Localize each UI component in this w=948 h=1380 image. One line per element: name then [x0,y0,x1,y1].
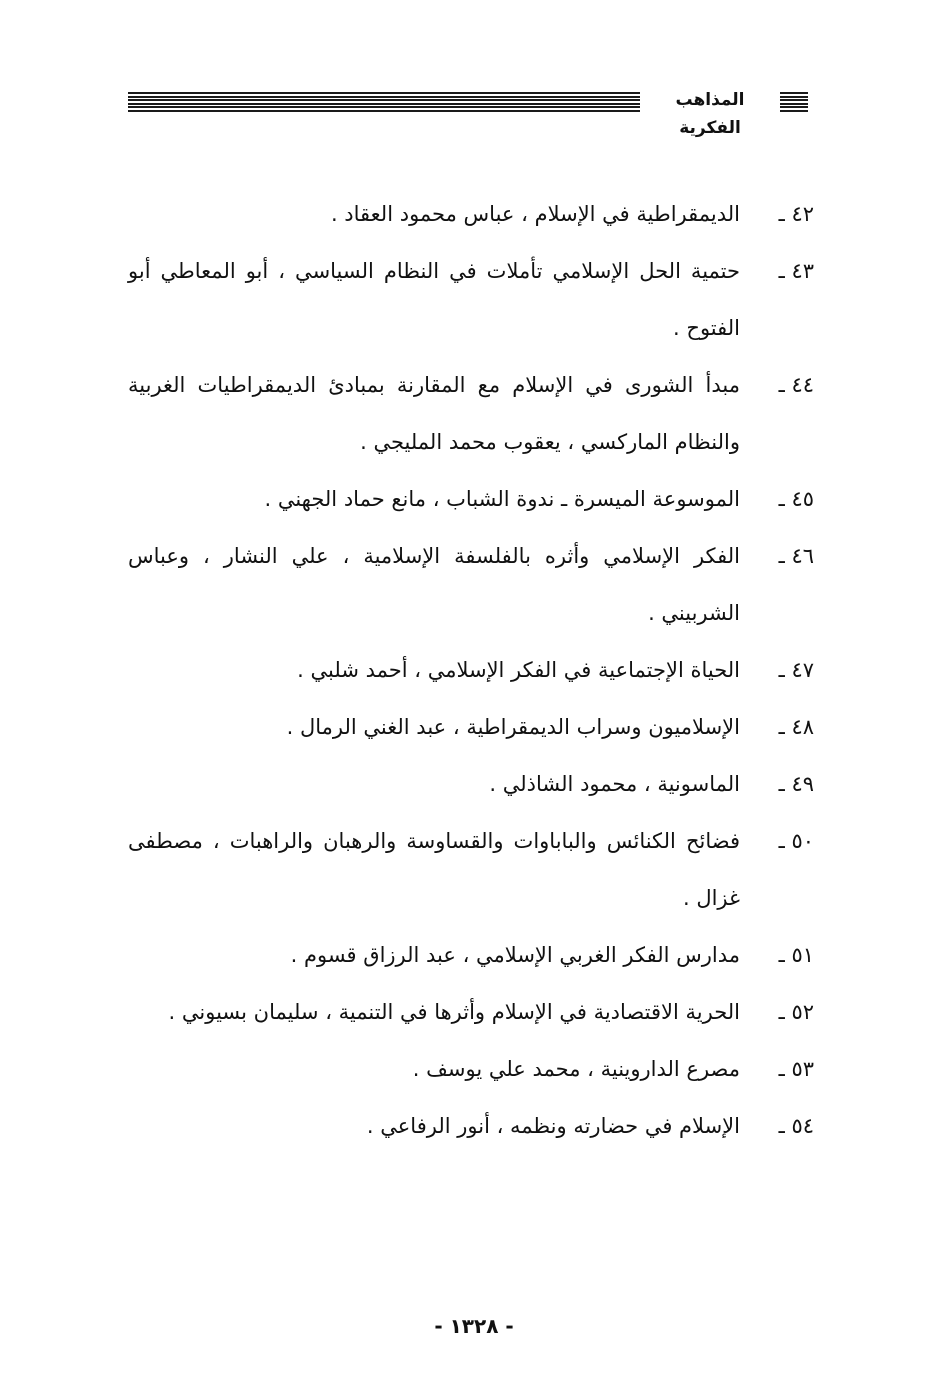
reference-text: الحرية الاقتصادية في الإسلام وأثرها في التنمية ، سليمان بسيوني . [168,1000,740,1024]
reference-number: ٥٢ ـ [778,1000,814,1024]
reference-number: ٤٧ ـ [778,658,814,682]
reference-text: الإسلاميون وسراب الديمقراطية ، عبد الغني الرمال . [286,715,740,739]
reference-text: الإسلام في حضارته ونظمه ، أنور الرفاعي . [366,1114,740,1138]
reference-text: الماسونية ، محمود الشاذلي . [489,772,740,796]
reference-item [128,243,814,357]
reference-text: مصرع الداروينية ، محمد علي يوسف . [412,1057,740,1081]
reference-text: مبدأ الشورى في الإسلام مع المقارنة بمبادئ الديمقراطيات الغربية والنظام الماركسي ، يعقوب محمد المليجي . [128,373,740,454]
reference-item [128,984,814,1041]
reference-number: ٥٠ ـ [778,829,814,853]
reference-item [128,927,814,984]
reference-number: ٤٦ ـ [778,544,814,568]
reference-list [128,186,814,1155]
reference-text: الفكر الإسلامي وأثره بالفلسفة الإسلامية ، علي النشار ، وعباس الشربيني . [128,544,740,625]
reference-item [128,699,814,756]
reference-number: ٤٤ ـ [778,373,814,397]
reference-number: ٤٢ ـ [778,202,814,226]
reference-item [128,642,814,699]
reference-text: الديمقراطية في الإسلام ، عباس محمود العقاد . [330,202,740,226]
reference-number: ٤٩ ـ [778,772,814,796]
reference-text: حتمية الحل الإسلامي تأملات في النظام السياسي ، أبو المعاطي أبو الفتوح . [128,259,740,340]
reference-item [128,813,814,927]
reference-number: ٥٣ ـ [778,1057,814,1081]
reference-number: ٤٨ ـ [778,715,814,739]
reference-text: مدارس الفكر الغربي الإسلامي ، عبد الرزاق قسوم . [290,943,740,967]
reference-number: ٤٥ ـ [778,487,814,511]
reference-item [128,186,814,243]
reference-item [128,1098,814,1155]
reference-number: ٤٣ ـ [778,259,814,283]
reference-item [128,471,814,528]
reference-text: الموسوعة الميسرة ـ ندوة الشباب ، مانع حماد الجهني . [264,487,740,511]
reference-item [128,1041,814,1098]
reference-item [128,528,814,642]
header-rule-right [780,92,808,112]
reference-item [128,357,814,471]
header-rule-left [128,92,640,112]
reference-number: ٥١ ـ [778,943,814,967]
reference-text: الحياة الإجتماعية في الفكر الإسلامي ، أحمد شلبي . [297,658,740,682]
header-title: المذاهب الفكرية [675,90,745,138]
page-number: - ١٣٢٨ - [434,1314,514,1338]
reference-text: فضائح الكنائس والباباوات والقساوسة والرهبان والراهبات ، مصطفى غزال . [128,829,740,910]
reference-item [128,756,814,813]
running-header [128,86,808,138]
reference-number: ٥٤ ـ [778,1114,814,1138]
